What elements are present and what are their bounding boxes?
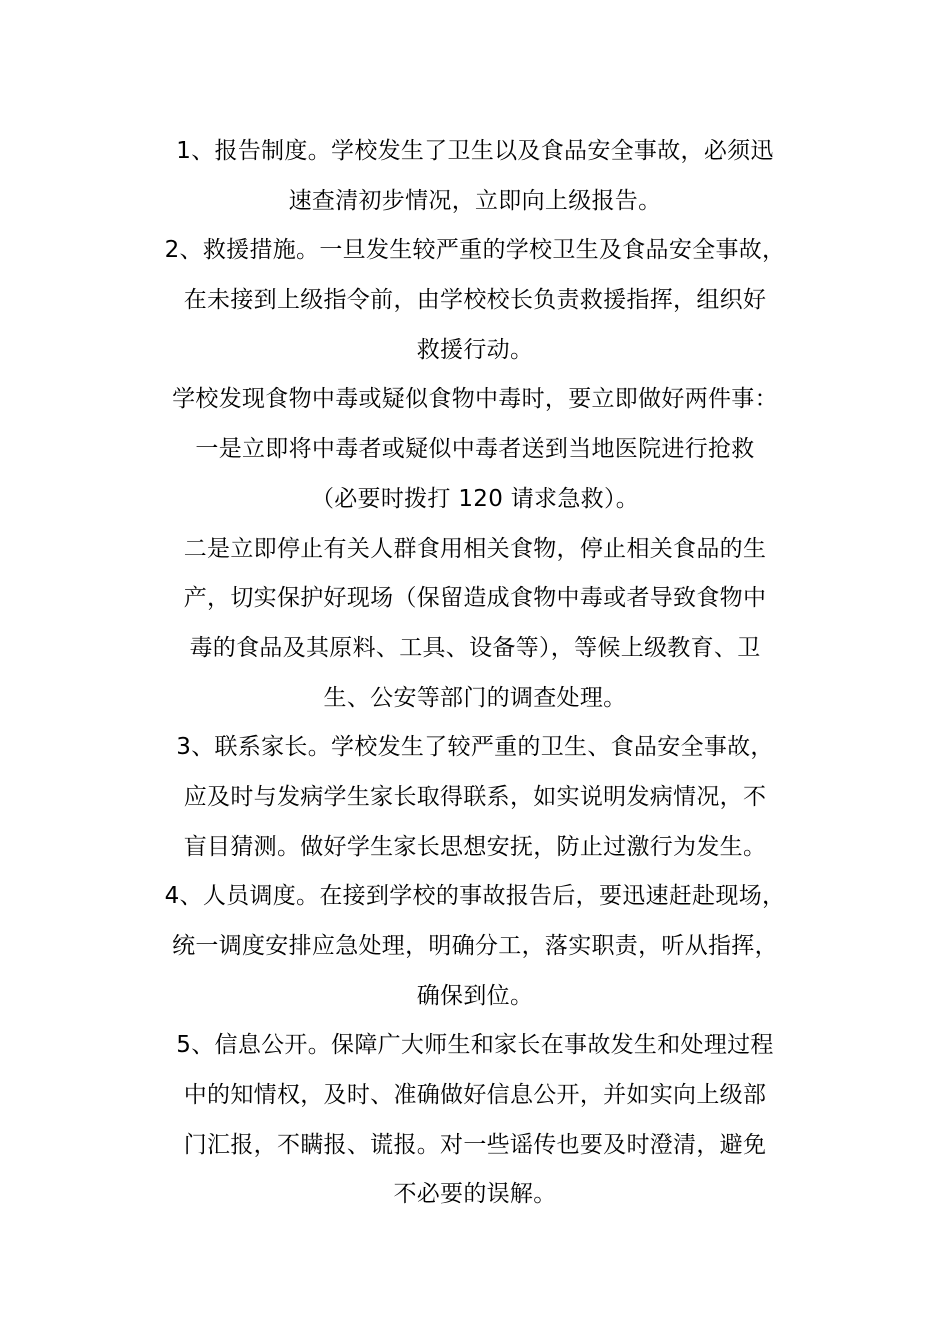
text-line: 速查清初步情况，立即向上级报告。	[288, 187, 662, 214]
text-line: 确保到位。	[416, 982, 534, 1009]
document-body	[0, 127, 950, 1220]
text-line: 2、救援措施。一旦发生较严重的学校卫生及食品安全事故，	[164, 237, 786, 264]
text-line: 生、公安等部门的调查处理。	[323, 684, 627, 711]
text-line: 3、联系家长。学校发生了较严重的卫生、食品安全事故，	[176, 734, 774, 761]
text-line: 5、信息公开。保障广大师生和家长在事故发生和处理过程	[176, 1032, 774, 1059]
text-line: 4、人员调度。在接到学校的事故报告后，要迅速赶赴现场，	[164, 883, 786, 910]
text-line: 毒的食品及其原料、工具、设备等），等候上级教育、卫	[189, 634, 761, 661]
text-line: 1、报告制度。学校发生了卫生以及食品安全事故，必须迅	[176, 138, 774, 164]
text-line: 学校发现食物中毒或疑似食物中毒时，要立即做好两件事：	[172, 386, 778, 413]
text-line: 统一调度安排应急处理，明确分工，落实职责，听从指挥，	[172, 933, 778, 959]
text-line: （必要时拨打 120 请求急救）。	[310, 485, 640, 512]
text-line: 在未接到上级指令前，由学校校长负责救援指挥，组织好	[183, 287, 767, 314]
text-line: 产，切实保护好现场（保留造成食物中毒或者导致食物中	[183, 585, 767, 612]
text-line: 一是立即将中毒者或疑似中毒者送到当地医院进行抢救	[195, 436, 755, 463]
text-line: 门汇报，不瞒报、谎报。对一些谣传也要及时澄清，避免	[183, 1131, 767, 1158]
text-line: 不必要的误解。	[393, 1181, 557, 1208]
text-line: 盲目猜测。做好学生家长思想安抚，防止过激行为发生。	[183, 833, 767, 860]
text-line: 应及时与发病学生家长取得联系，如实说明发病情况，不	[183, 783, 767, 810]
text-line: 中的知情权，及时、准确做好信息公开，并如实向上级部	[183, 1082, 767, 1109]
text-line: 救援行动。	[416, 336, 534, 363]
text-line: 二是立即停止有关人群食用相关食物，停止相关食品的生	[183, 535, 767, 562]
